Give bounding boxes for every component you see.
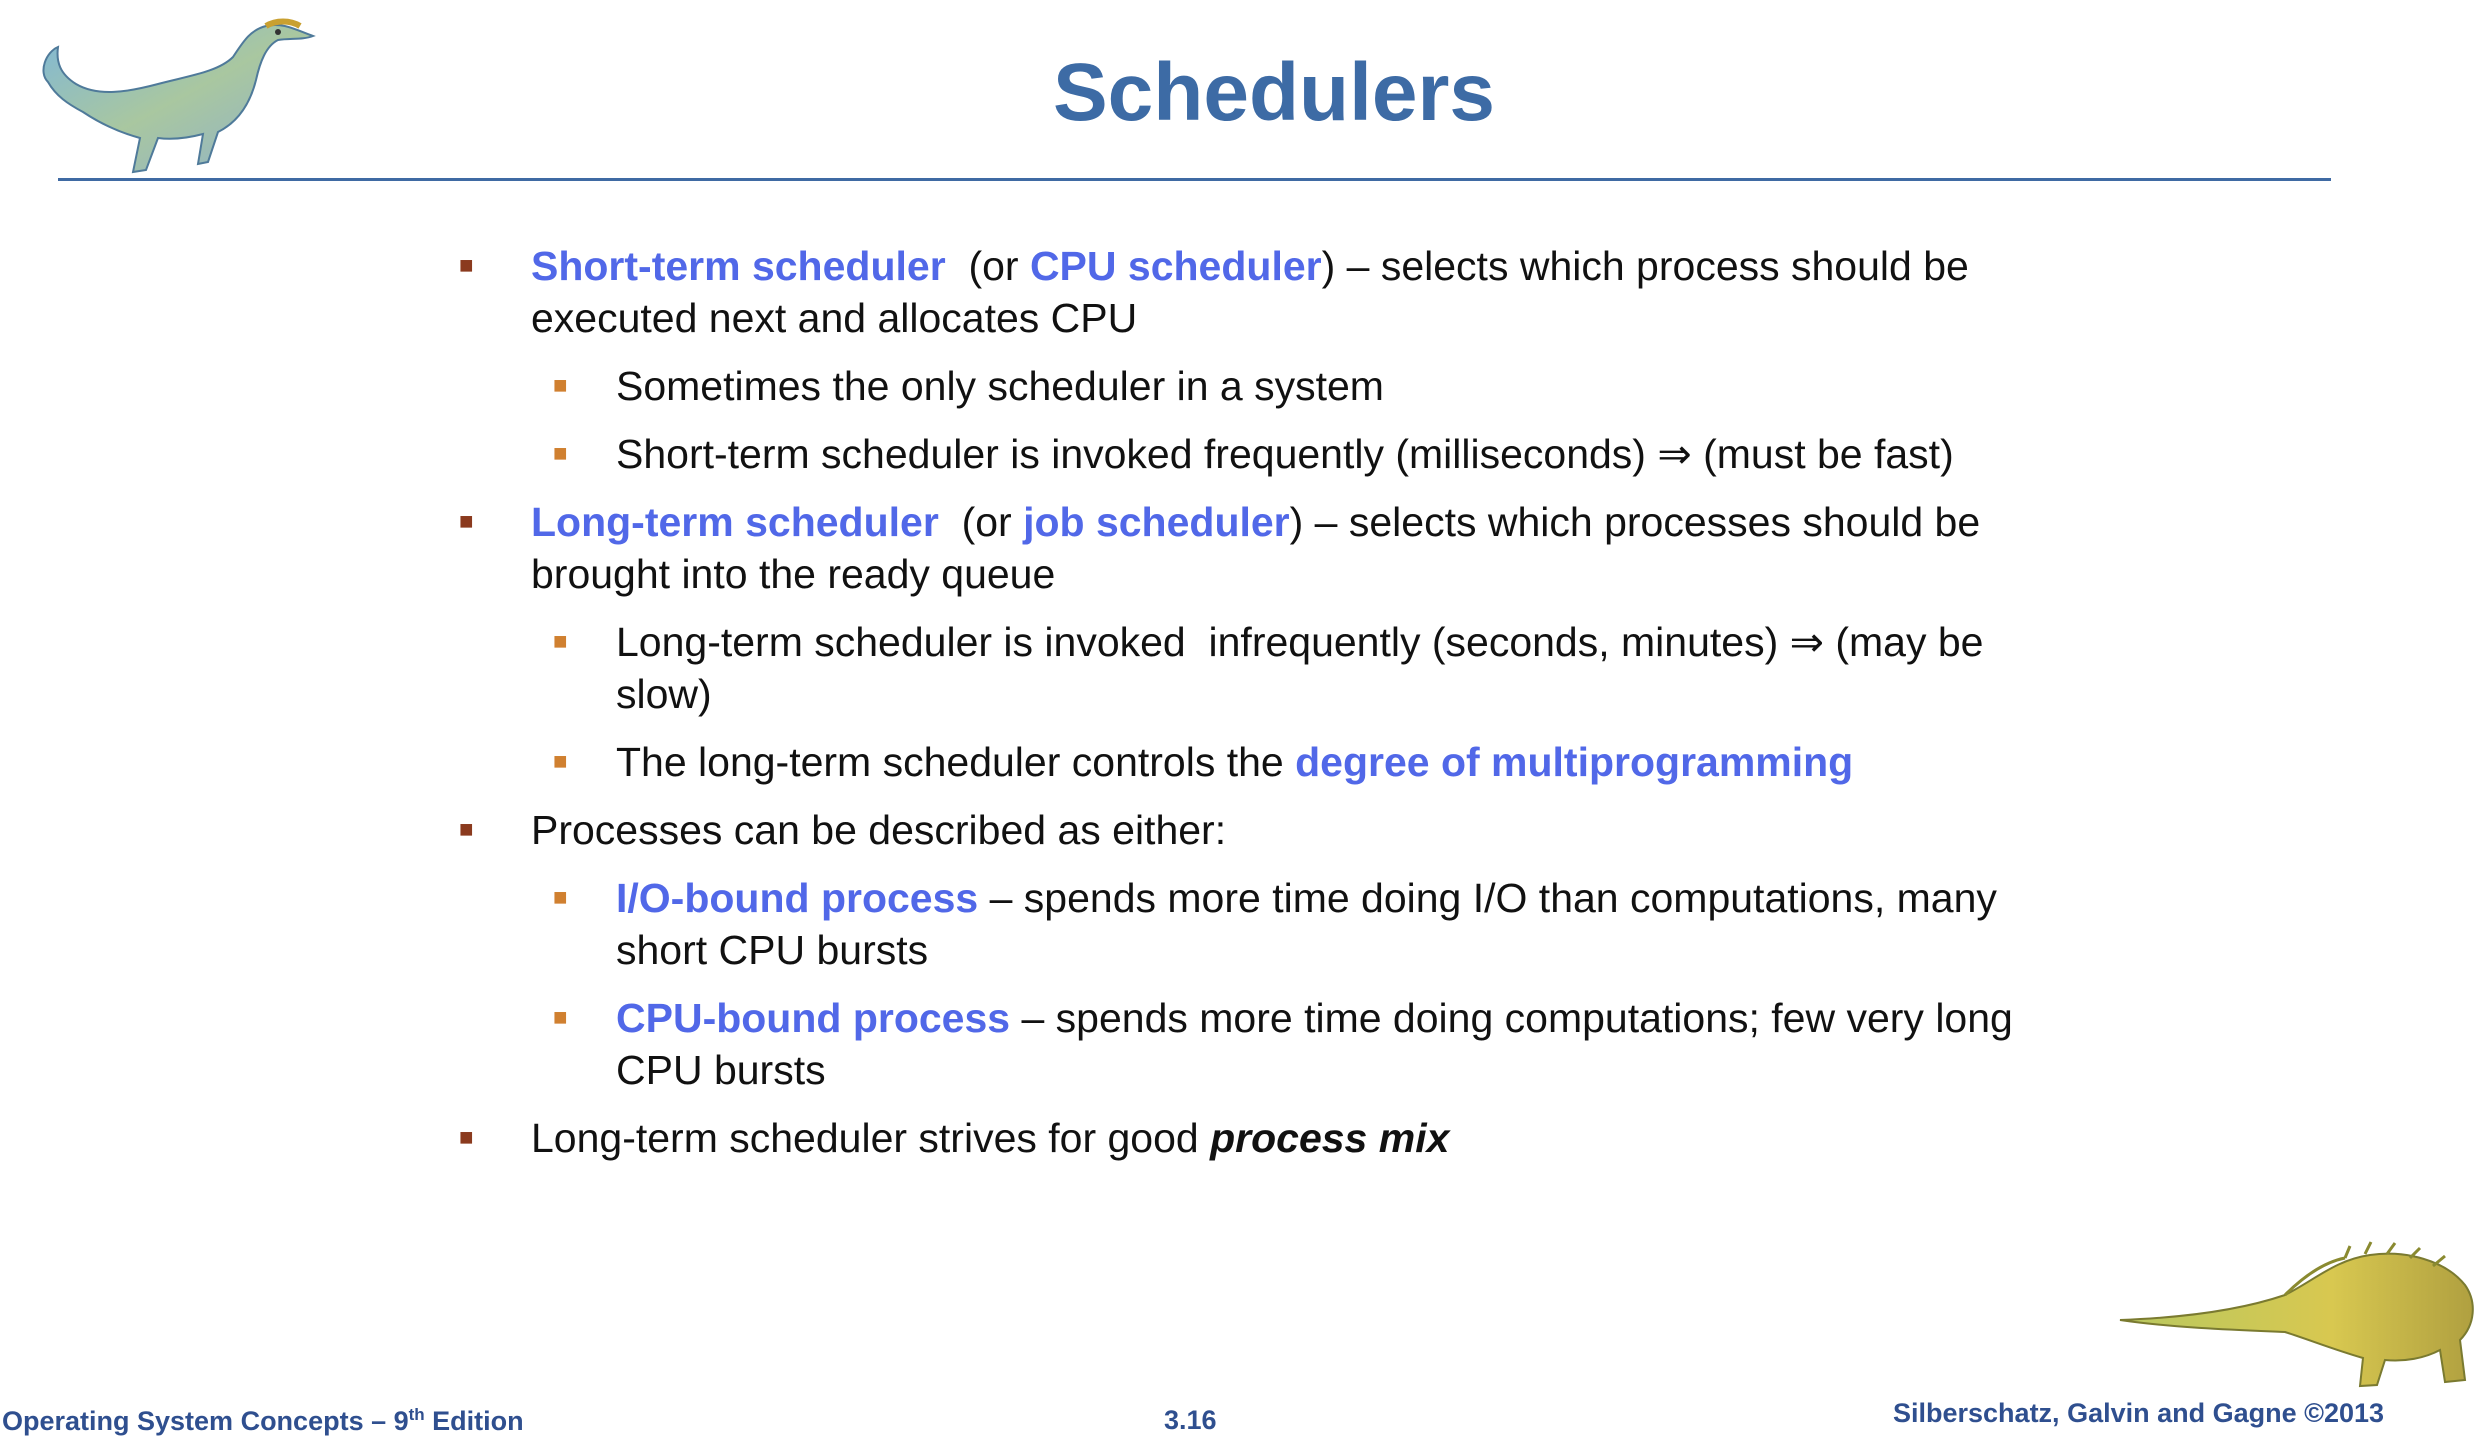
footer-authors: Silberschatz, Galvin and Gagne ©2013 — [1893, 1398, 2385, 1428]
bullet-process-types: ■ Processes can be described as either: — [455, 804, 2055, 856]
square-bullet-icon: ■ — [459, 508, 474, 535]
subbullet-multiprogramming: ■ The long-term scheduler controls the degree of multiprogramming — [455, 736, 2055, 788]
bullet-long-term: ■ Long-term scheduler (or job scheduler) – selects which processes should be brought into the ready queue — [455, 496, 2055, 600]
square-bullet-icon: ■ — [553, 372, 568, 399]
subbullet-invoked-infrequently: ■ Long-term scheduler is invoked infrequently (seconds, minutes) ⇒ (may be slow) — [455, 616, 2055, 720]
square-bullet-icon: ■ — [553, 884, 568, 911]
dinosaur-bottom-icon — [2115, 1240, 2478, 1390]
square-bullet-icon: ■ — [553, 748, 568, 775]
footer-page-number: 3.16 — [1164, 1405, 1217, 1435]
subbullet-invoked-frequently: ■ Short-term scheduler is invoked frequently (milliseconds) ⇒ (must be fast) — [455, 428, 2055, 480]
square-bullet-icon: ■ — [553, 1004, 568, 1031]
square-bullet-icon: ■ — [459, 252, 474, 279]
subbullet-only-scheduler: ■ Sometimes the only scheduler in a system — [455, 360, 2055, 412]
slide-content — [455, 240, 2055, 1180]
square-bullet-icon: ■ — [459, 816, 474, 843]
subbullet-cpu-bound: ■ CPU-bound process – spends more time doing computations; few very long CPU bursts — [455, 992, 2055, 1096]
page-title: Schedulers — [1052, 47, 1496, 138]
square-bullet-icon: ■ — [553, 628, 568, 655]
subbullet-io-bound: ■ I/O-bound process – spends more time doing I/O than computations, many short CPU bursts — [455, 872, 2055, 976]
square-bullet-icon: ■ — [459, 1124, 474, 1151]
bullet-process-mix: ■ Long-term scheduler strives for good process mix — [455, 1112, 2055, 1164]
bullet-short-term: ■ Short-term scheduler (or CPU scheduler) – selects which process should be executed next and allocates CPU — [455, 240, 2055, 344]
square-bullet-icon: ■ — [553, 440, 568, 467]
title-divider — [58, 178, 2331, 181]
footer-book-title: Operating System Concepts – 9th Edition — [2, 1405, 524, 1436]
